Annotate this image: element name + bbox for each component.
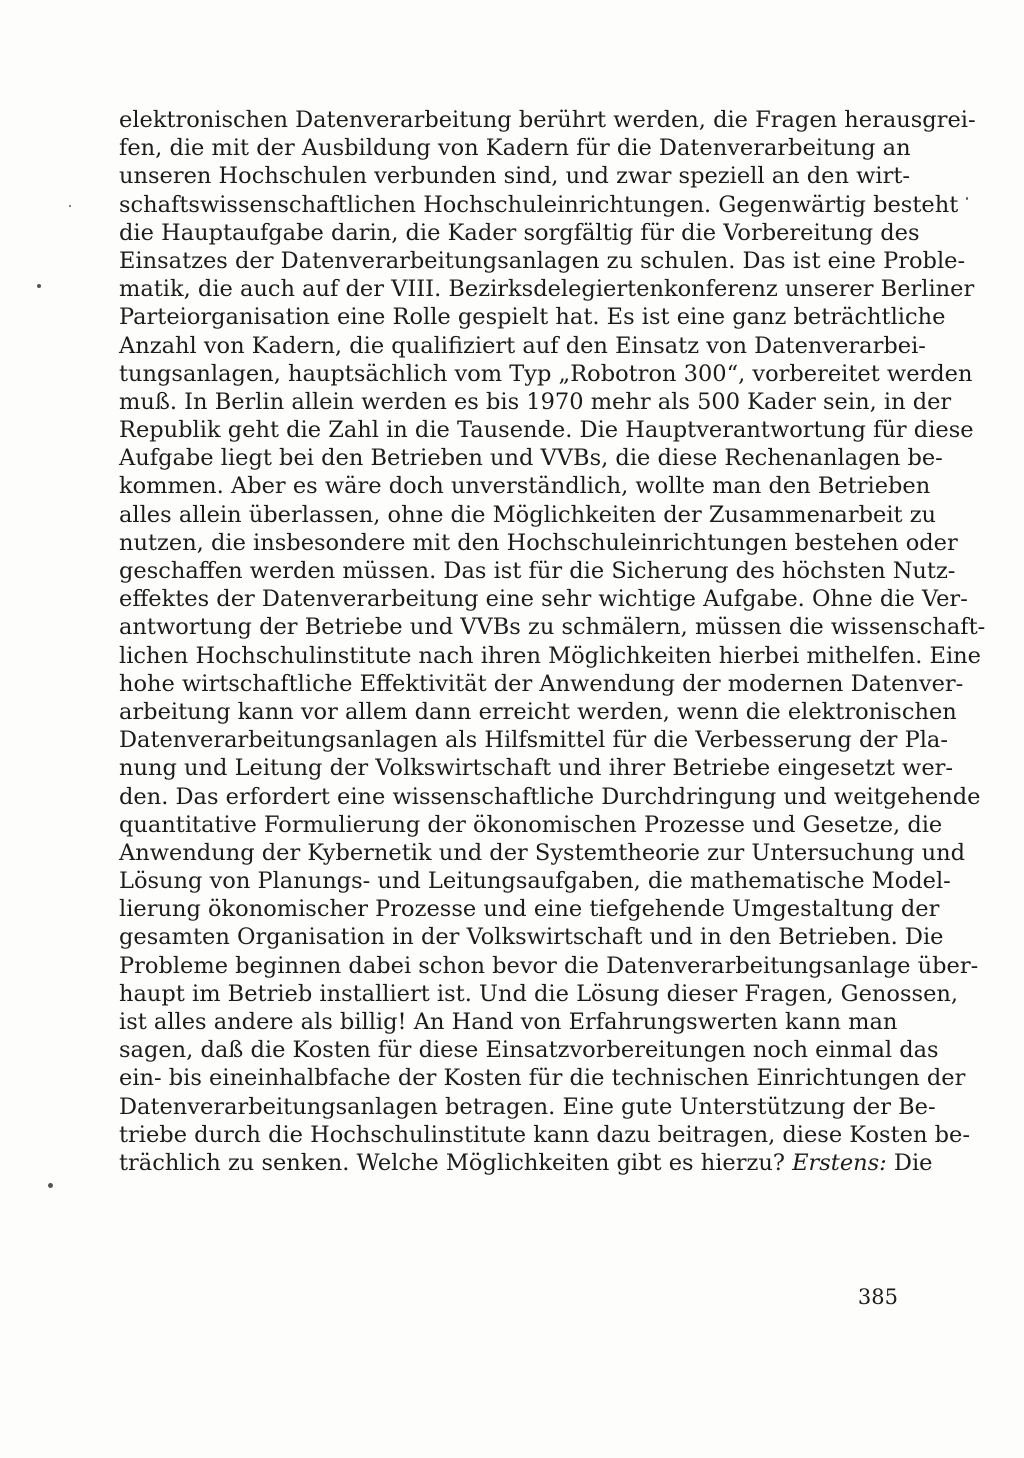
text-line: elektronischen Datenverarbeitung berührt werden, die Fragen herausgrei- [119, 107, 976, 133]
text-line [119, 1149, 933, 1177]
text-line: Aufgabe liegt bei den Betrieben und VVBs, die diese Rechenanlagen be- [119, 445, 943, 472]
text-line: nung und Leitung der Volkswirtschaft und ihrer Betriebe eingesetzt wer- [119, 755, 953, 782]
scan-speck [48, 1183, 53, 1188]
text-line: arbeitung kann vor allem dann erreicht werden, wenn die elektronischen [119, 698, 957, 725]
text-line: Parteiorganisation eine Rolle gespielt hat. Es ist eine ganz beträchtliche [119, 304, 946, 331]
text-line: fen, die mit der Ausbildung von Kadern für die Datenverarbeitung an [119, 135, 911, 162]
text-line-segment: trächlich zu senken. Welche Möglichkeiten gibt es hierzu? [119, 1149, 785, 1176]
text-line: tungsanlagen, hauptsächlich vom Typ „Robotron 300“, vorbereitet werden [119, 360, 973, 387]
text-line: nutzen, die insbesondere mit den Hochschuleinrichtungen bestehen oder [119, 529, 958, 556]
text-line: Anzahl von Kadern, die qualifiziert auf den Einsatz von Datenverarbei- [119, 332, 926, 359]
text-line: ist alles andere als billig! An Hand von Erfahrungswerten kann man [119, 1009, 898, 1035]
scan-speck [69, 205, 71, 207]
text-line: triebe durch die Hochschulinstitute kann dazu beitragen, diese Kosten be- [119, 1121, 970, 1148]
text-line: hohe wirtschaftliche Effektivität der Anwendung der modernen Datenver- [119, 670, 964, 697]
text-line: kommen. Aber es wäre doch unverständlich, wollte man den Betrieben [119, 473, 931, 500]
text-line: gesamten Organisation in der Volkswirtschaft und in den Betrieben. Die [119, 924, 944, 951]
text-line: schaftswissenschaftlichen Hochschuleinrichtungen. Gegenwärtig besteht [119, 191, 959, 218]
text-line-segment: Die [893, 1149, 933, 1176]
italic-emphasis: Erstens: [792, 1149, 887, 1176]
text-line: quantitative Formulierung der ökonomischen Prozesse und Gesetze, die [119, 811, 943, 838]
text-line: lierung ökonomischer Prozesse und eine tiefgehende Umgestaltung der [119, 896, 940, 923]
scan-speck [966, 197, 968, 200]
body-text [119, 106, 986, 1177]
text-line: antwortung der Betriebe und VVBs zu schmälern, müssen die wissenschaft- [119, 614, 986, 641]
text-line: Datenverarbeitungsanlagen als Hilfsmittel für die Verbesserung der Pla- [119, 727, 948, 754]
text-line: die Hauptaufgabe darin, die Kader sorgfältig für die Vorbereitung des [119, 219, 920, 246]
text-line: Lösung von Planungs- und Leitungsaufgaben, die mathematische Model- [119, 868, 951, 895]
text-line: geschaffen werden müssen. Das ist für die Sicherung des höchsten Nutz- [119, 558, 956, 584]
text-line: muß. In Berlin allein werden es bis 1970 mehr als 500 Kader sein, in der [119, 388, 952, 415]
text-line: sagen, daß die Kosten für diese Einsatzvorbereitungen noch einmal das [119, 1037, 939, 1064]
text-line: unseren Hochschulen verbunden sind, und zwar speziell an den wirt- [119, 163, 910, 190]
text-line: lichen Hochschulinstitute nach ihren Möglichkeiten hierbei mithelfen. Eine [119, 642, 981, 669]
text-line: Probleme beginnen dabei schon bevor die Datenverarbeitungsanlage über- [119, 952, 979, 979]
scan-speck [37, 284, 41, 288]
text-line: Datenverarbeitungsanlagen betragen. Eine gute Unterstützung der Be- [119, 1093, 936, 1120]
text-line: alles allein überlassen, ohne die Möglichkeiten der Zusammenarbeit zu [119, 501, 937, 528]
text-line: Anwendung der Kybernetik und der Systemtheorie zur Untersuchung und [119, 839, 965, 866]
text-line: ein- bis eineinhalbfache der Kosten für die technischen Einrichtungen der [119, 1065, 966, 1092]
text-line: effektes der Datenverarbeitung eine sehr wichtige Aufgabe. Ohne die Ver- [119, 586, 968, 613]
text-line: Republik geht die Zahl in die Tausende. Die Hauptverantwortung für diese [119, 417, 974, 444]
text-line: matik, die auch auf der VIII. Bezirksdelegiertenkonferenz unserer Berliner [119, 276, 975, 303]
text-line: Einsatzes der Datenverarbeitungsanlagen zu schulen. Das ist eine Proble- [119, 247, 966, 274]
text-line: haupt im Betrieb installiert ist. Und die Lösung dieser Fragen, Genossen, [119, 980, 959, 1007]
text-line: den. Das erfordert eine wissenschaftliche Durchdringung und weitgehende [119, 783, 981, 810]
page-number: 385 [857, 1285, 898, 1309]
